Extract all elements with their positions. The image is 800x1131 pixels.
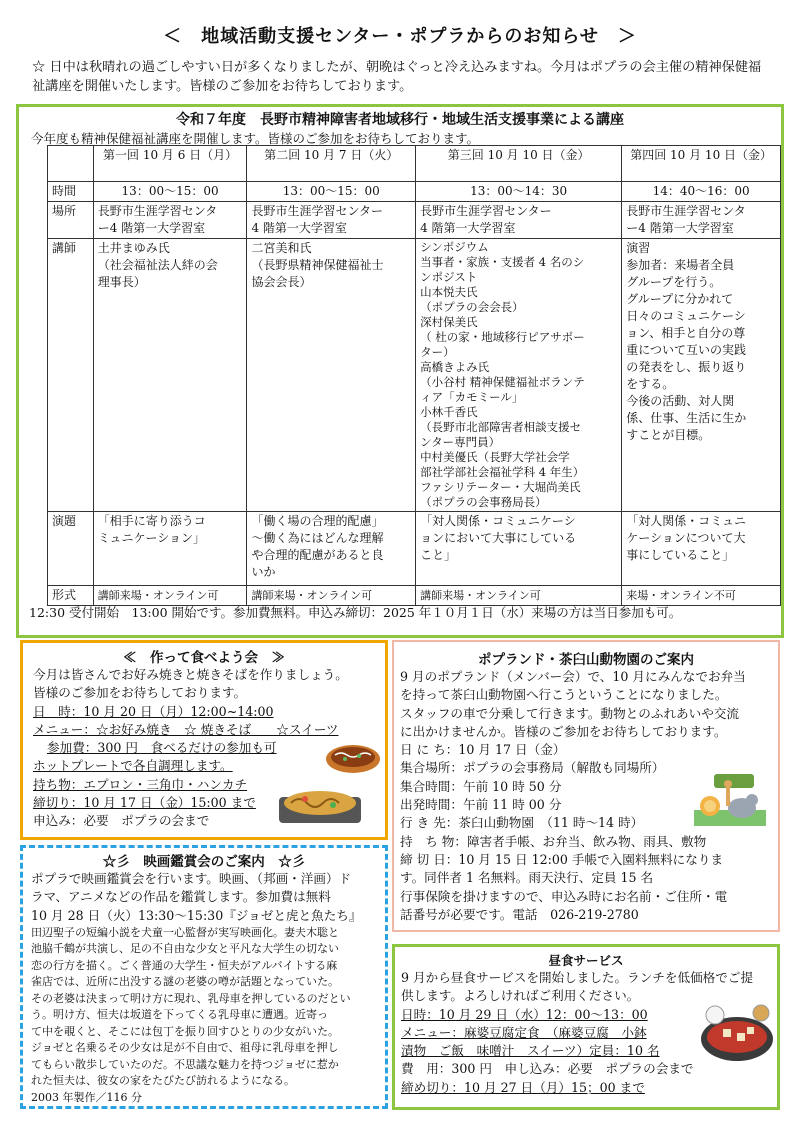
text-line: シンポジウム <box>420 240 489 254</box>
text-line: 「対人関係・コミュニ <box>626 514 747 528</box>
session-format: 来場・オンライン不可 <box>622 586 781 606</box>
row-label-speaker: 講師 <box>48 239 94 512</box>
text-line: 長野市生涯学習センター <box>420 204 552 218</box>
text-line: れた恒夫は、彼女の家をたびたび訪れるようになる。 <box>31 1074 295 1088</box>
text-line: 山本悦夫氏 <box>420 285 478 299</box>
session-theme <box>93 512 247 586</box>
text-line: 田辺聖子の短編小説を犬童一心監督が実写映画化。妻夫木聡と <box>31 925 339 939</box>
lunch-menu-2: 漬物 ご飯 味噌汁 スイーツ）定員：10 名 <box>401 1043 660 1059</box>
row-label-theme: 演題 <box>48 512 94 586</box>
text-line: ター） <box>420 345 455 359</box>
text-line: ポプラで映画鑑賞会を行います。映画、（邦画・洋画）ド <box>31 871 352 886</box>
text-line: 演習 <box>626 241 651 255</box>
session-header: 第四回 10 月 10 日（金） <box>622 146 781 182</box>
text-line: グループに分かれて <box>626 292 734 306</box>
cooking-deadline: 締切り：10 月 17 日（金）15:00 まで <box>33 795 256 811</box>
session-speaker <box>622 239 781 512</box>
yakisoba-icon <box>275 779 365 831</box>
cooking-title: ≪ 作って食べよう会 ≫ <box>123 650 285 666</box>
text-line: 高橋きよみ氏 <box>420 360 490 374</box>
movie-section <box>20 845 388 1109</box>
zoo-intro <box>400 668 772 741</box>
text-line: 出発時間：午前 11 時 00 分 <box>400 797 562 813</box>
text-line: ョン、相手と自分の尊 <box>626 326 746 340</box>
lecture-subtitle: 今年度も精神保健福祉講座を開催します。皆様のご参加をお待ちしております。 <box>31 131 480 146</box>
zoo-animals-icon <box>686 770 772 830</box>
text-line: 長野市生涯学習センタ <box>626 204 746 218</box>
session-time: 13：00〜14：30 <box>416 182 622 202</box>
text-line: 参加者：来場者全員 <box>626 258 735 272</box>
text-line: 恋の行方を描く。ごく普通の大学生・恒夫がアルバイトする麻 <box>31 958 338 972</box>
session-time: 13：00〜15：00 <box>247 182 416 202</box>
text-line: 行事保険を掛けますので、申込み時にお名前・ご住所・電 <box>400 888 728 904</box>
text-line: 当事者・家族・支援者 4 名のシ <box>420 255 585 269</box>
session-place <box>93 202 247 239</box>
session-theme <box>416 512 622 586</box>
text-line: ィア「カモミール」 <box>420 390 524 404</box>
text-line: 4 階第一大学習室 <box>251 221 347 235</box>
intro-text: ☆ 日中は秋晴れの過ごしやすい日が多くなりましたが、朝晩はぐっと冷え込みますね。今月はポプラの会主催の精神保健福祉講座を開催いたします。皆様のご参加をお待ちしております。 <box>32 60 762 94</box>
lecture-footer: 12:30 受付開始 13:00 開始です。参加費無料。申込み締切：2025 年１０月１日（水）来場の方は当日参加も可。 <box>29 605 682 620</box>
session-theme <box>622 512 781 586</box>
lunch-fee: 費 用：300 円 申し込み：必要 ポプラの会まで <box>401 1061 694 1077</box>
text-line: を持って茶臼山動物園へ行こうということになりました。 <box>400 687 728 703</box>
lunch-section <box>392 944 780 1110</box>
text-line: ンター専門員） <box>420 435 501 449</box>
text-line: 深村保美氏 <box>420 315 478 329</box>
text-line: 中村美優氏（長野大学社会学 <box>420 450 570 464</box>
text-line: 二宮美和氏 <box>251 241 312 255</box>
text-line: ケーションについて大 <box>626 531 746 545</box>
session-time: 13：00〜15：00 <box>93 182 247 202</box>
text-line: 集合時間：午前 10 時 50 分 <box>400 778 562 794</box>
text-line: いか <box>251 565 276 579</box>
text-line: 「対人関係・コミュニケーシ <box>420 514 576 528</box>
text-line: ー4 階第一大学習室 <box>626 221 734 235</box>
movie-synopsis <box>23 925 385 1090</box>
text-line: 重について互いの実践 <box>626 343 747 357</box>
text-line: に出かけませんか。皆様のご参加をお待ちしております。 <box>400 723 727 739</box>
text-line: 集合場所：ポプラの会事務局（解散も同場所） <box>400 760 665 776</box>
session-header: 第一回 10 月 6 日（月） <box>93 146 247 182</box>
text-line: 雀店では、近所に出没する謎の老婆の噂が話題となっていた。 <box>31 975 339 989</box>
text-line: ファシリテーター・大堀尚美氏 <box>420 480 581 494</box>
text-line: 長野市生涯学習センタ <box>97 204 218 218</box>
text-line: 9 月のポプランド（メンバー会）で、10 月にみんなでお弁当 <box>400 669 746 684</box>
session-speaker <box>416 239 622 512</box>
row-label-place: 場所 <box>48 202 94 239</box>
session-place <box>247 202 416 239</box>
text-line: 供します。よろしければご利用ください。 <box>401 988 640 1004</box>
movie-intro <box>31 870 377 907</box>
text-line: 事にしていること」 <box>626 548 735 562</box>
cooking-date: 日 時：10 月 20 日（月）12:00~14:00 <box>33 703 274 719</box>
text-line: （ 杜の家・地域移行ピアサポー <box>420 330 585 344</box>
cooking-belongings: 持ち物：エプロン・三角巾・ハンカチ <box>33 776 248 792</box>
text-line: 「相手に寄り添うコ <box>97 514 206 528</box>
text-line: グループを行う。 <box>626 275 722 289</box>
text-line: その老婆は決まって明け方に現れ、乳母車を押しているのだとい <box>31 991 351 1005</box>
session-time: 14：40〜16：00 <box>622 182 781 202</box>
cooking-hotplate: ホットプレートで各自調理します。 <box>33 758 233 774</box>
lecture-title: 令和７年度 長野市精神障害者地域移行・地域生活支援事業による講座 <box>176 112 624 128</box>
text-line: 9 月から昼食サービスを開始しました。ランチを低価格でご提 <box>401 970 754 985</box>
text-line: や合理的配慮があると良 <box>251 548 384 562</box>
text-line: ョンにおいて大事にしている <box>420 531 577 545</box>
text-line: ー4 階第一大学習室 <box>97 221 206 235</box>
corner-cell <box>48 146 94 182</box>
text-line: 今月は皆さんでお好み焼きと焼きそばを作りましょう。 <box>33 667 348 682</box>
lunch-intro <box>401 969 771 1006</box>
cooking-apply: 申込み：必要 ポプラの会まで <box>33 813 210 829</box>
text-line: 皆様のご参加をお待ちしております。 <box>33 685 247 701</box>
movie-production: 2003 年製作／116 分 <box>31 1090 142 1104</box>
page-title: ＜ 地域活動支援センター・ポプラからのお知らせ ＞ <box>163 26 637 47</box>
session-header: 第二回 10 月 7 日（火） <box>247 146 416 182</box>
session-speaker <box>247 239 416 512</box>
movie-date: 10 月 28 日（火）13:30〜15:30『ジョゼと虎と魚たち』 <box>31 907 362 923</box>
row-label-format: 形式 <box>48 586 94 606</box>
zoo-title: ポプランド・茶臼山動物園のご案内 <box>478 652 694 668</box>
zoo-section <box>392 640 780 932</box>
lunch-deadline: 締め切り：10 月 27 日（月）15；00 まで <box>401 1079 645 1095</box>
text-line: （長野県精神保健福祉士 <box>251 258 384 272</box>
text-line: の発表をし、振り返り <box>626 360 747 374</box>
session-format: 講師来場・オンライン可 <box>93 586 247 606</box>
text-line: （社会福祉法人絆の会 <box>97 258 218 272</box>
text-line: 行 き 先：茶臼山動物園 （11 時〜14 時） <box>400 815 644 831</box>
text-line: 締 切 日：10 月 15 日 12:00 手帳で入園料無料になりま <box>400 851 724 867</box>
text-line: う。明け方、恒夫は坂道を下ってくる乳母車に遭遇。近寄っ <box>31 1008 328 1022</box>
text-line: 係、仕事、生活に生か <box>626 411 747 425</box>
text-line: ジョゼと名乗るその少女は足が不自由で、祖母に乳母車を押し <box>31 1041 339 1055</box>
lecture-schedule-table <box>47 145 781 606</box>
text-line: 池脇千鶴が共演し、足の不自由な少女と平凡な大学生の切ない <box>31 942 339 956</box>
text-line: ミュニケーション」 <box>97 531 205 545</box>
lecture-section <box>16 104 784 638</box>
cooking-intro <box>33 666 375 703</box>
text-line: 部社学部社会福祉学科 4 年生） <box>420 465 585 479</box>
text-line: 4 階第一大学習室 <box>420 221 516 235</box>
mapo-tofu-meal-icon <box>697 1003 775 1065</box>
text-line: ラマ、アニメなどの作品を鑑賞します。参加費は無料 <box>31 889 331 905</box>
text-line: スタッフの車で分乗して行きます。動物とのふれあいや交流 <box>400 705 740 721</box>
movie-title: ☆彡 映画鑑賞会のご案内 ☆彡 <box>102 854 306 870</box>
cooking-menu: メニュー：☆お好み焼き ☆ 焼きそば ☆スイーツ <box>33 721 339 737</box>
text-line: 日 に ち：10 月 17 日（金） <box>400 742 566 758</box>
text-line: （ポプラの会事務局長） <box>420 495 547 509</box>
session-format: 講師来場・オンライン可 <box>247 586 416 606</box>
session-header: 第三回 10 月 10 日（金） <box>416 146 622 182</box>
text-line: （長野市北部障害者相談支援セ <box>420 420 582 434</box>
session-place <box>416 202 622 239</box>
text-line: てもらい散歩していたのだ。不思議な魅力を持つジョゼに惹か <box>31 1057 339 1071</box>
text-line: 土井まゆみ氏 <box>97 241 170 255</box>
text-line: 小林千香氏 <box>420 405 478 419</box>
text-line: （小谷村 精神保健福祉ボランテ <box>420 375 585 389</box>
okonomiyaki-icon <box>323 737 383 777</box>
cooking-section <box>20 640 388 840</box>
text-line: 話番号が必要です。電話 026-219-2780 <box>400 906 639 922</box>
session-place <box>622 202 781 239</box>
zoo-details <box>400 741 772 924</box>
text-line: 今後の活動、対人関 <box>626 394 735 408</box>
session-theme <box>247 512 416 586</box>
text-line: 持 ち 物：障害者手帳、お弁当、飲み物、雨具、敷物 <box>400 833 707 849</box>
session-format: 講師来場・オンライン可 <box>416 586 622 606</box>
lunch-date: 日時：10 月 29 日（水）12：00〜13：00 <box>401 1006 648 1022</box>
lunch-menu: メニュー：麻婆豆腐定食 （麻婆豆腐 小鉢 <box>401 1024 647 1040</box>
lunch-title: 昼食サービス <box>548 953 624 968</box>
text-line: 〜働く為にはどんな理解 <box>251 531 384 545</box>
text-line: す。同伴者 1 名無料。雨天決行、定員 15 名 <box>400 870 654 886</box>
session-speaker <box>93 239 247 512</box>
row-label-time: 時間 <box>48 182 94 202</box>
cooking-fee: 参加費：300 円 食べるだけの参加も可 <box>47 740 277 756</box>
text-line: ンポジスト <box>420 270 478 284</box>
text-line: て中を覗くと、そこには包丁を振り回すひとりの少女がいた。 <box>31 1024 339 1038</box>
text-line: をする。 <box>626 377 675 391</box>
text-line: 長野市生涯学習センター <box>251 204 384 218</box>
text-line: すことが目標。 <box>626 428 711 442</box>
text-line: 理事長） <box>97 275 146 289</box>
text-line: （ポプラの会会長） <box>420 300 524 314</box>
text-line: こと」 <box>420 548 457 562</box>
text-line: 協会会長） <box>251 275 312 289</box>
text-line: 日々のコミュニケーシ <box>626 309 746 323</box>
text-line: 「働く場の合理的配慮」 <box>251 514 384 528</box>
